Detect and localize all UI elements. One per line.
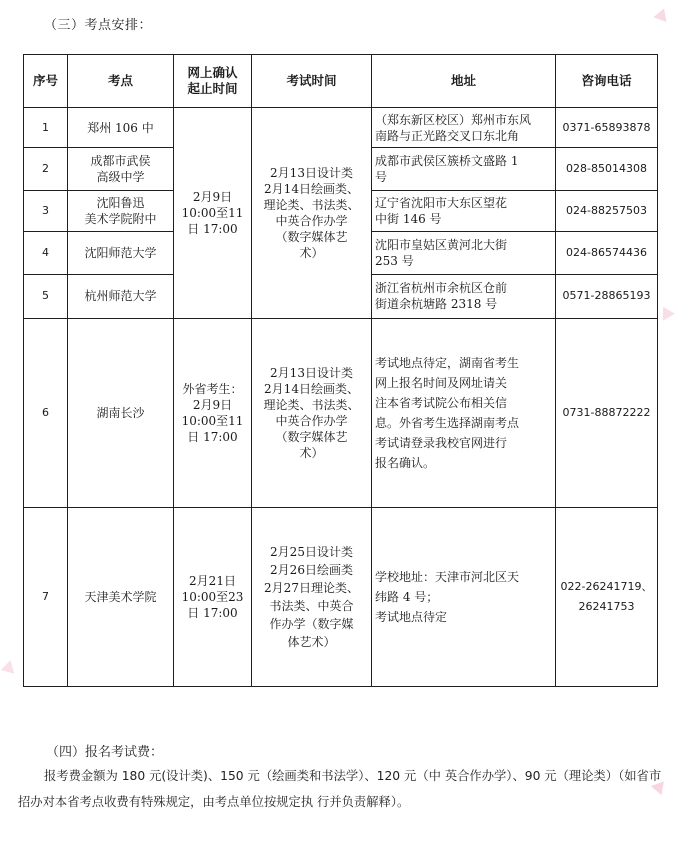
row-site: 湖南长沙 bbox=[68, 318, 174, 508]
group-exam-time: 2月13日设计类 2月14日绘画类、 理论类、书法类、 中英合作办学 （数字媒体艺 术） bbox=[252, 107, 372, 318]
header-confirm-time: 网上确认 起止时间 bbox=[174, 55, 252, 108]
row-phone: 0571-28865193 bbox=[556, 275, 658, 319]
row-phone: 024-88257503 bbox=[556, 190, 658, 232]
row-phone: 024-86574436 bbox=[556, 232, 658, 275]
row-phone: 028-85014308 bbox=[556, 148, 658, 191]
header-address: 地址 bbox=[372, 55, 556, 108]
row-seq: 5 bbox=[24, 275, 68, 319]
row-phone: 0371-65893878 bbox=[556, 107, 658, 148]
row-confirm-time: 2月21日 10:00至23 日 17:00 bbox=[174, 508, 252, 687]
row-address: 沈阳市皇姑区黄河北大街 253 号 bbox=[372, 232, 556, 275]
row-seq: 4 bbox=[24, 232, 68, 275]
section-4-title: （四）报名考试费： bbox=[46, 745, 164, 760]
row-exam-time: 2月13日设计类 2月14日绘画类、 理论类、书法类、 中英合作办学 （数字媒体艺 术） bbox=[252, 318, 372, 508]
row-seq: 7 bbox=[24, 508, 68, 687]
row-seq: 1 bbox=[24, 107, 68, 148]
row-address: 辽宁省沈阳市大东区望花 中街 146 号 bbox=[372, 190, 556, 232]
row-address: 成都市武侯区簇桥文盛路 1 号 bbox=[372, 148, 556, 191]
row-phone: 022-26241719、 26241753 bbox=[556, 508, 658, 687]
header-phone: 咨询电话 bbox=[556, 55, 658, 108]
table-header-row bbox=[24, 55, 658, 108]
row-site: 成都市武侯 高级中学 bbox=[68, 148, 174, 191]
row-address: 浙江省杭州市余杭区仓前 街道余杭塘路 2318 号 bbox=[372, 275, 556, 319]
row-address: （郑东新区校区）郑州市东风 南路与正光路交叉口东北角 bbox=[372, 107, 556, 148]
row-seq: 6 bbox=[24, 318, 68, 508]
row-address: 学校地址：天津市河北区天 纬路 4 号； 考试地点待定 bbox=[372, 508, 556, 687]
decorative-triangle bbox=[1, 658, 18, 673]
header-site: 考点 bbox=[68, 55, 174, 108]
section-3-title: （三）考点安排： bbox=[44, 18, 153, 33]
table-row bbox=[24, 508, 658, 687]
group-confirm-time: 2月9日 10:00至11 日 17:00 bbox=[174, 107, 252, 318]
row-site: 杭州师范大学 bbox=[68, 275, 174, 319]
exam-sites-table bbox=[23, 54, 658, 687]
row-seq: 3 bbox=[24, 190, 68, 232]
table-row bbox=[24, 318, 658, 508]
row-site: 郑州 106 中 bbox=[68, 107, 174, 148]
row-site: 沈阳师范大学 bbox=[68, 232, 174, 275]
row-address: 考试地点待定，湖南省考生 网上报名时间及网址请关 注本省考试院公布相关信 息。外省考生选择湖南考点 考试请登录我校官网进行 报名确认。 bbox=[372, 318, 556, 508]
row-phone: 0731-88872222 bbox=[556, 318, 658, 508]
row-exam-time: 2月25日设计类 2月26日绘画类 2月27日理论类、 书法类、中英合 作办学（数字媒 体艺术） bbox=[252, 508, 372, 687]
header-seq: 序号 bbox=[24, 55, 68, 108]
row-seq: 2 bbox=[24, 148, 68, 191]
row-site: 天津美术学院 bbox=[68, 508, 174, 687]
fees-paragraph: 报考费金额为 180 元(设计类)、150 元（绘画类和书法学）、120 元（中 英合作办学）、90 元（理论类）（如省市招办对本省考点收费有特殊规定，由考点单位按规定执 行并负责解释）。 bbox=[18, 769, 662, 809]
row-confirm-time: 外省考生： 2月9日 10:00至11 日 17:00 bbox=[174, 318, 252, 508]
row-site: 沈阳鲁迅 美术学院附中 bbox=[68, 190, 174, 232]
decorative-triangle bbox=[657, 303, 675, 320]
header-exam-time: 考试时间 bbox=[252, 55, 372, 108]
table-row bbox=[24, 107, 658, 148]
decorative-triangle bbox=[653, 6, 670, 22]
